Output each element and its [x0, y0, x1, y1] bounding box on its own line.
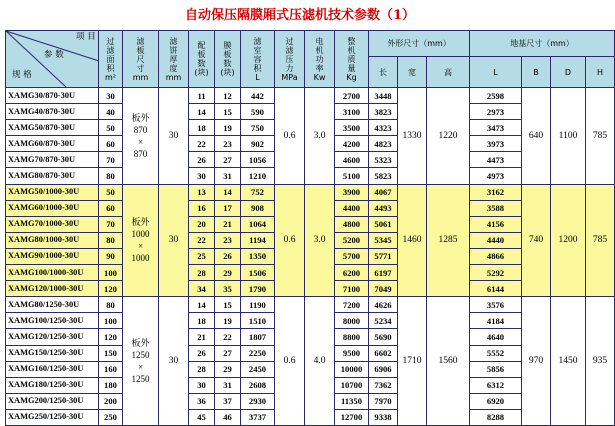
model-cell: XAMG80/1000-30U [6, 232, 99, 248]
filter-area-cell: 60 [99, 136, 123, 152]
model-cell: XAMG50/870-30U [6, 120, 99, 136]
col-plate-size: 滤 板 尺 寸 mm [123, 31, 159, 88]
machine-weight-cell: 9500 [335, 345, 369, 361]
corner-spec-label: 规 格 [12, 70, 32, 80]
found-L-cell: 3973 [470, 136, 522, 152]
chamber-volume-cell: 2608 [241, 377, 275, 393]
model-cell: XAMG60/1000-30U [6, 200, 99, 216]
col-found-D: D [551, 57, 586, 88]
plate-size-line: 1000 [131, 229, 150, 240]
found-L-cell: 5552 [470, 345, 522, 361]
machine-weight-cell: 4800 [335, 216, 369, 232]
col-cake-thickness: 滤 饼 厚 度 mm [159, 31, 189, 88]
col-outline-long: 长 [369, 57, 398, 88]
machine-weight-cell: 3900 [335, 184, 369, 200]
chamber-volume-cell: 2930 [241, 393, 275, 409]
chamber-volume-cell: 2450 [241, 361, 275, 377]
plate-size-line: 1000 [131, 253, 150, 264]
outline-long-cell: 5061 [369, 216, 398, 232]
table-row [6, 297, 615, 313]
motor-power-cell: 3.0 [305, 184, 335, 297]
model-cell: XAMG160/1250-30U [6, 361, 99, 377]
outline-long-cell: 4493 [369, 200, 398, 216]
membrane-count-cell: 19 [215, 313, 241, 329]
page-title: 自动保压隔膜厢式压滤机技术参数（1） [184, 8, 416, 23]
col-found-H: H [586, 57, 615, 88]
plate-count-cell: 18 [189, 313, 215, 329]
filter-area-cell: 80 [99, 232, 123, 248]
outline-wide-cell: 1460 [398, 184, 427, 297]
machine-weight-cell: 5200 [335, 232, 369, 248]
membrane-count-cell: 22 [215, 329, 241, 345]
plate-size-line: 870 [133, 148, 148, 159]
plate-size-line: × [137, 136, 144, 147]
found-L-cell: 6920 [470, 393, 522, 409]
outline-long-cell: 7049 [369, 281, 398, 297]
found-H-cell: 785 [586, 88, 615, 185]
plate-size-cell [123, 297, 159, 426]
membrane-count-cell: 21 [215, 216, 241, 232]
filter-area-cell: 250 [99, 409, 123, 425]
chamber-volume-cell: 1510 [241, 313, 275, 329]
found-L-cell: 5292 [470, 265, 522, 281]
plate-count-cell: 14 [189, 104, 215, 120]
filter-area-cell: 180 [99, 377, 123, 393]
cake-thickness-cell: 30 [159, 88, 189, 185]
model-cell: XAMG50/1000-30U [6, 184, 99, 200]
plate-count-cell: 34 [189, 281, 215, 297]
chamber-volume-cell: 1790 [241, 281, 275, 297]
membrane-count-cell: 31 [215, 377, 241, 393]
filter-area-cell: 150 [99, 345, 123, 361]
outline-long-cell: 4067 [369, 184, 398, 200]
model-cell: XAMG200/1250-30U [6, 393, 99, 409]
outline-long-cell: 9338 [369, 409, 398, 425]
outline-high-cell: 1560 [427, 297, 470, 426]
outline-long-cell: 4626 [369, 297, 398, 313]
filter-area-cell: 80 [99, 297, 123, 313]
filter-area-cell: 70 [99, 216, 123, 232]
plate-count-cell: 28 [189, 265, 215, 281]
model-cell: XAMG180/1250-30U [6, 377, 99, 393]
outline-long-cell: 6906 [369, 361, 398, 377]
found-L-cell: 3162 [470, 184, 522, 200]
plate-count-cell: 36 [189, 393, 215, 409]
col-machine-weight: 整 机 质 量 Kg [335, 31, 369, 88]
plate-count-cell: 20 [189, 216, 215, 232]
corner-item-label: 项 目 [76, 32, 96, 42]
outline-long-cell: 6602 [369, 345, 398, 361]
chamber-volume-cell: 1194 [241, 232, 275, 248]
outline-long-cell: 5323 [369, 152, 398, 168]
found-L-cell: 8288 [470, 409, 522, 425]
model-cell: XAMG40/870-30U [6, 104, 99, 120]
filter-area-cell: 60 [99, 200, 123, 216]
membrane-count-cell: 23 [215, 136, 241, 152]
machine-weight-cell: 6200 [335, 265, 369, 281]
filter-area-cell: 120 [99, 329, 123, 345]
outline-long-cell: 5823 [369, 168, 398, 184]
membrane-count-cell: 37 [215, 393, 241, 409]
outline-high-cell: 1285 [427, 184, 470, 297]
found-L-cell: 6144 [470, 281, 522, 297]
filter-area-cell: 40 [99, 104, 123, 120]
model-cell: XAMG70/1000-30U [6, 216, 99, 232]
found-L-cell: 4184 [470, 313, 522, 329]
chamber-volume-cell: 590 [241, 104, 275, 120]
filter-pressure-cell: 0.6 [275, 88, 305, 185]
membrane-count-cell: 15 [215, 104, 241, 120]
outline-long-cell: 5234 [369, 313, 398, 329]
chamber-volume-cell: 1807 [241, 329, 275, 345]
found-L-cell: 4473 [470, 152, 522, 168]
plate-count-cell: 22 [189, 136, 215, 152]
model-cell: XAMG100/1250-30U [6, 313, 99, 329]
chamber-volume-cell: 442 [241, 88, 275, 104]
found-B-cell: 970 [522, 297, 551, 426]
machine-weight-cell: 4200 [335, 136, 369, 152]
chamber-volume-cell: 1056 [241, 152, 275, 168]
chamber-volume-cell: 1064 [241, 216, 275, 232]
filter-area-cell: 100 [99, 265, 123, 281]
machine-weight-cell: 8000 [335, 313, 369, 329]
chamber-volume-cell: 908 [241, 200, 275, 216]
machine-weight-cell: 4600 [335, 152, 369, 168]
chamber-volume-cell: 1190 [241, 297, 275, 313]
plate-count-cell: 26 [189, 345, 215, 361]
plate-size-line: × [137, 241, 144, 252]
membrane-count-cell: 29 [215, 361, 241, 377]
machine-weight-cell: 10000 [335, 361, 369, 377]
spec-table-body [6, 88, 615, 426]
membrane-count-cell: 17 [215, 200, 241, 216]
machine-weight-cell: 7200 [335, 297, 369, 313]
machine-weight-cell: 3100 [335, 104, 369, 120]
outline-long-cell: 7970 [369, 393, 398, 409]
found-B-cell: 740 [522, 184, 551, 297]
table-row [6, 184, 615, 200]
col-found-B: B [522, 57, 551, 88]
model-cell: XAMG60/870-30U [6, 136, 99, 152]
machine-weight-cell: 10700 [335, 377, 369, 393]
filter-area-cell: 90 [99, 248, 123, 264]
filter-area-cell: 200 [99, 393, 123, 409]
filter-area-cell: 50 [99, 120, 123, 136]
found-L-cell: 4156 [470, 216, 522, 232]
found-L-cell: 4640 [470, 329, 522, 345]
plate-size-line: 870 [133, 124, 148, 135]
spec-table [5, 30, 615, 426]
machine-weight-cell: 7100 [335, 281, 369, 297]
chamber-volume-cell: 1210 [241, 168, 275, 184]
model-cell: XAMG70/870-30U [6, 152, 99, 168]
machine-weight-cell: 8800 [335, 329, 369, 345]
plate-size-line: 1250 [131, 374, 150, 385]
filter-area-cell: 100 [99, 313, 123, 329]
cake-thickness-cell: 30 [159, 297, 189, 426]
filter-area-cell: 80 [99, 168, 123, 184]
found-L-cell: 2598 [470, 88, 522, 104]
found-L-cell: 6312 [470, 377, 522, 393]
outline-long-cell: 3823 [369, 104, 398, 120]
plate-size-cell [123, 184, 159, 297]
filter-area-cell: 70 [99, 152, 123, 168]
membrane-count-cell: 27 [215, 345, 241, 361]
plate-count-cell: 13 [189, 184, 215, 200]
found-L-cell: 2973 [470, 104, 522, 120]
plate-size-line: 板外 [131, 112, 150, 123]
motor-power-cell: 3.0 [305, 88, 335, 185]
machine-weight-cell: 3500 [335, 120, 369, 136]
outline-long-cell: 5771 [369, 248, 398, 264]
outline-wide-cell: 1710 [398, 297, 427, 426]
model-cell: XAMG30/870-30U [6, 88, 99, 104]
table-row [6, 88, 615, 104]
chamber-volume-cell: 750 [241, 120, 275, 136]
membrane-count-cell: 31 [215, 168, 241, 184]
outline-long-cell: 5345 [369, 232, 398, 248]
col-membrane-count: 膜 板 数 (块) [215, 31, 241, 88]
model-cell: XAMG90/1000-30U [6, 248, 99, 264]
outline-high-cell: 1220 [427, 88, 470, 185]
outline-long-cell: 6197 [369, 265, 398, 281]
col-chamber-volume: 滤 室 容 积 L [241, 31, 275, 88]
outline-wide-cell: 1330 [398, 88, 427, 185]
membrane-count-cell: 35 [215, 281, 241, 297]
plate-count-cell: 22 [189, 232, 215, 248]
found-H-cell: 785 [586, 184, 615, 297]
outline-long-cell: 7362 [369, 377, 398, 393]
plate-count-cell: 16 [189, 200, 215, 216]
filter-pressure-cell: 0.6 [275, 297, 305, 426]
cake-thickness-cell: 30 [159, 184, 189, 297]
plate-size-line: 板外 [131, 338, 150, 349]
found-B-cell: 640 [522, 88, 551, 185]
corner-param-label: 参 数 [44, 50, 64, 60]
found-D-cell: 1450 [551, 297, 586, 426]
machine-weight-cell: 4400 [335, 200, 369, 216]
col-found-L: L [470, 57, 522, 88]
outline-long-cell: 5690 [369, 329, 398, 345]
col-filter-area: 过 滤 面 积 m² [99, 31, 123, 88]
membrane-count-cell: 29 [215, 265, 241, 281]
plate-size-line: 1250 [131, 350, 150, 361]
chamber-volume-cell: 752 [241, 184, 275, 200]
machine-weight-cell: 12700 [335, 409, 369, 425]
plate-count-cell: 18 [189, 120, 215, 136]
found-L-cell: 3576 [470, 297, 522, 313]
model-cell: XAMG120/1000-30U [6, 281, 99, 297]
filter-pressure-cell: 0.6 [275, 184, 305, 297]
plate-size-line: × [137, 362, 144, 373]
model-cell: XAMG250/1250-30U [6, 409, 99, 425]
col-group-foundation-size: 地基尺寸（mm） [470, 31, 615, 57]
machine-weight-cell: 5100 [335, 168, 369, 184]
plate-count-cell: 25 [189, 248, 215, 264]
plate-count-cell: 21 [189, 329, 215, 345]
outline-long-cell: 3448 [369, 88, 398, 104]
membrane-count-cell: 15 [215, 297, 241, 313]
filter-area-cell: 160 [99, 361, 123, 377]
membrane-count-cell: 23 [215, 232, 241, 248]
plate-count-cell: 14 [189, 297, 215, 313]
membrane-count-cell: 26 [215, 248, 241, 264]
found-L-cell: 4866 [470, 248, 522, 264]
machine-weight-cell: 11350 [335, 393, 369, 409]
corner-header [6, 31, 99, 88]
plate-count-cell: 28 [189, 361, 215, 377]
col-outline-high: 高 [427, 57, 470, 88]
col-plate-count: 配 板 数 (块) [189, 31, 215, 88]
plate-count-cell: 30 [189, 377, 215, 393]
plate-count-cell: 30 [189, 168, 215, 184]
model-cell: XAMG150/1250-30U [6, 345, 99, 361]
found-L-cell: 4973 [470, 168, 522, 184]
found-D-cell: 1200 [551, 184, 586, 297]
found-L-cell: 4440 [470, 232, 522, 248]
membrane-count-cell: 12 [215, 88, 241, 104]
col-group-outline-size: 外形尺寸（mm） [369, 31, 470, 57]
plate-count-cell: 45 [189, 409, 215, 425]
chamber-volume-cell: 902 [241, 136, 275, 152]
filter-area-cell: 30 [99, 88, 123, 104]
col-filter-pressure: 过 滤 压 力 MPa [275, 31, 305, 88]
plate-count-cell: 11 [189, 88, 215, 104]
membrane-count-cell: 27 [215, 152, 241, 168]
model-cell: XAMG100/1000-30U [6, 265, 99, 281]
membrane-count-cell: 46 [215, 409, 241, 425]
found-L-cell: 5856 [470, 361, 522, 377]
outline-long-cell: 4323 [369, 120, 398, 136]
machine-weight-cell: 5700 [335, 248, 369, 264]
found-L-cell: 3473 [470, 120, 522, 136]
plate-count-cell: 26 [189, 152, 215, 168]
model-cell: XAMG80/870-30U [6, 168, 99, 184]
plate-size-line: 板外 [131, 217, 150, 228]
chamber-volume-cell: 3737 [241, 409, 275, 425]
col-outline-wide: 宽 [398, 57, 427, 88]
model-cell: XAMG120/1250-30U [6, 329, 99, 345]
machine-weight-cell: 2700 [335, 88, 369, 104]
plate-size-cell [123, 88, 159, 185]
chamber-volume-cell: 1506 [241, 265, 275, 281]
found-L-cell: 3588 [470, 200, 522, 216]
col-motor-power: 电 机 功 率 Kw [305, 31, 335, 88]
filter-area-cell: 50 [99, 184, 123, 200]
filter-area-cell: 120 [99, 281, 123, 297]
outline-long-cell: 4823 [369, 136, 398, 152]
membrane-count-cell: 19 [215, 120, 241, 136]
found-D-cell: 1100 [551, 88, 586, 185]
model-cell: XAMG80/1250-30U [6, 297, 99, 313]
found-H-cell: 935 [586, 297, 615, 426]
chamber-volume-cell: 2250 [241, 345, 275, 361]
motor-power-cell: 4.0 [305, 297, 335, 426]
chamber-volume-cell: 1350 [241, 248, 275, 264]
membrane-count-cell: 14 [215, 184, 241, 200]
